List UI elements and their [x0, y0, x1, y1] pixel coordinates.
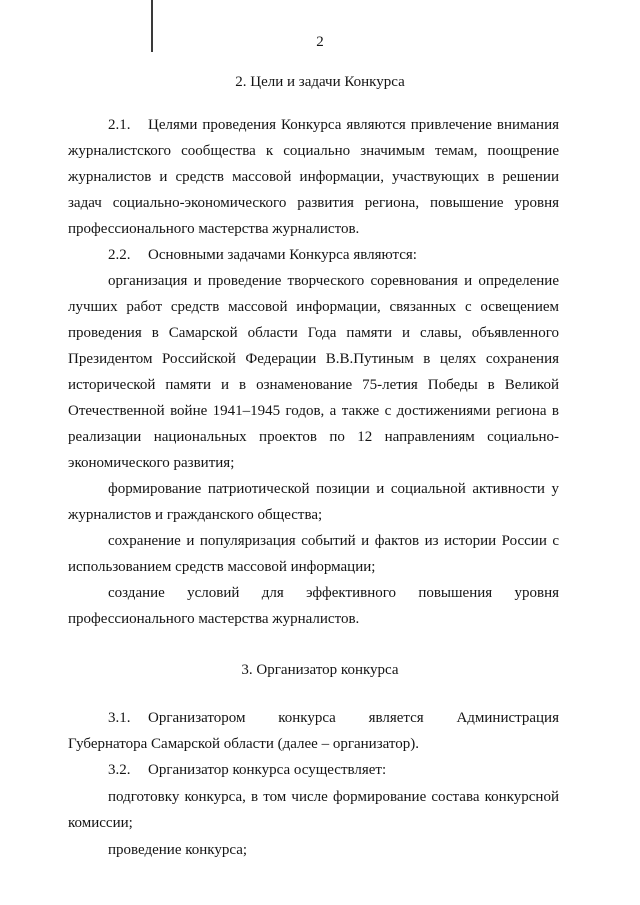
- paragraph-text: Организатором конкурса является Администрация: [148, 710, 559, 726]
- task-1-line-4: Президентом Российской Федерации В.В.Путиным в целях сохранения: [68, 351, 559, 367]
- duty-1-line-2: комиссии;: [68, 815, 133, 831]
- task-3-line-1: сохранение и популяризация событий и фактов из истории России с: [108, 533, 559, 549]
- task-4-line-1: создание условий для эффективного повышения уровня: [108, 585, 559, 601]
- paragraph-text: Основными задачами Конкурса являются:: [148, 247, 417, 263]
- paragraph-2-1-line-2: журналистского сообщества к социально значимым темам, поощрение: [68, 143, 559, 159]
- task-1-line-3: проведения в Самарской области Года памяти и славы, объявленного: [68, 325, 559, 341]
- task-1-line-1: организация и проведение творческого соревнования и определение: [108, 273, 559, 289]
- task-3-line-2: использованием средств массовой информации;: [68, 559, 376, 575]
- paragraph-number: 2.1.: [108, 117, 131, 133]
- paragraph-number: 3.2.: [108, 762, 131, 778]
- task-1-line-8: экономического развития;: [68, 455, 235, 471]
- task-1-line-6: Отечественной войне 1941–1945 годов, а также с достижениями региона в: [68, 403, 559, 419]
- paragraph-2-1-line-4: задач социально-экономического развития региона, повышение уровня: [68, 195, 559, 211]
- task-2-line-2: журналистов и гражданского общества;: [68, 507, 323, 523]
- task-1-line-2: лучших работ средств массовой информации, связанных с освещением: [68, 299, 559, 315]
- paragraph-3-1-line-1: [108, 708, 559, 728]
- paragraph-3-1-line-2: Губернатора Самарской области (далее – организатор).: [68, 736, 419, 752]
- paragraph-2-2: [108, 245, 559, 265]
- paragraph-number: 2.2.: [108, 247, 131, 263]
- duty-1-line-1: подготовку конкурса, в том числе формирование состава конкурсной: [108, 789, 559, 805]
- paragraph-3-2: [108, 760, 559, 780]
- duty-2: проведение конкурса;: [108, 842, 248, 858]
- paragraph-text: Организатор конкурса осуществляет:: [148, 762, 387, 778]
- section-3-heading: 3. Организатор конкурса: [241, 662, 399, 678]
- paragraph-2-1-line-1: [108, 115, 559, 135]
- section-2-heading: 2. Цели и задачи Конкурса: [235, 74, 405, 90]
- task-2-line-1: формирование патриотической позиции и социальной активности у: [108, 481, 559, 497]
- paragraph-number: 3.1.: [108, 710, 131, 726]
- paragraph-2-1-line-5: профессионального мастерства журналистов.: [68, 221, 360, 237]
- paragraph-text: Целями проведения Конкурса являются привлечение внимания: [148, 117, 559, 133]
- paragraph-2-1-line-3: журналистов и средств массовой информации, участвующих в решении: [68, 169, 559, 185]
- task-1-line-5: исторической памяти и в ознаменование 75-летия Победы в Великой: [68, 377, 559, 393]
- page-number: 2: [316, 34, 324, 50]
- task-4-line-2: профессионального мастерства журналистов.: [68, 611, 360, 627]
- task-1-line-7: реализации национальных проектов по 12 направлениям социально-: [68, 429, 559, 445]
